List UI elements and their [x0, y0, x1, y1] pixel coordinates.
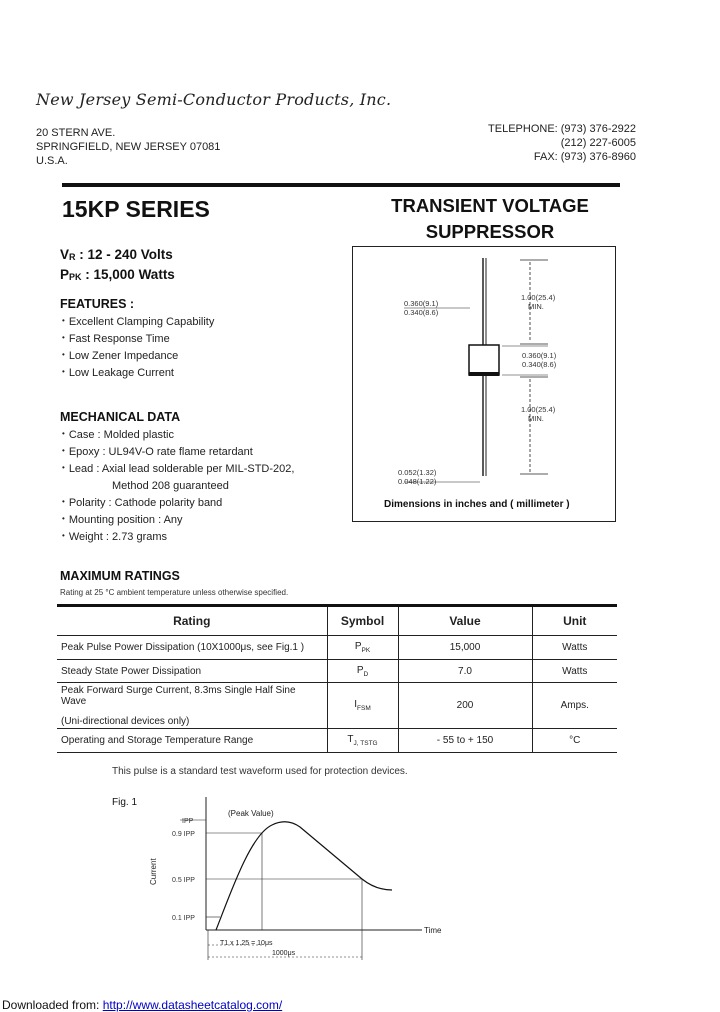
- col-unit: Unit: [532, 606, 617, 636]
- address-line: SPRINGFIELD, NEW JERSEY 07081: [36, 141, 221, 153]
- t1-label: T1 x 1.25 = 10μs: [220, 940, 273, 947]
- rating-cell: Peak Pulse Power Dissipation (10X1000μs, see Fig.1 ): [57, 636, 327, 660]
- features-heading: FEATURES :: [60, 297, 135, 311]
- address-line: U.S.A.: [36, 155, 68, 167]
- footer: [2, 998, 282, 1012]
- list-item: • Mounting position : Any: [62, 511, 294, 528]
- list-item: Method 208 guaranteed: [112, 480, 229, 492]
- body-dia-min: 0.340(8.6): [404, 308, 439, 317]
- y-tick-0.5: 0.5 IPP: [172, 877, 195, 884]
- diode-body: [469, 345, 499, 375]
- lead-length-label-2: 1.00(25.4): [521, 405, 556, 414]
- symbol-sub: FSM: [357, 705, 371, 712]
- symbol-cell: [327, 729, 398, 753]
- lead-length-label: 1.00(25.4): [521, 293, 556, 302]
- ppk-spec: [60, 266, 175, 286]
- list-item: • Polarity : Cathode polarity band: [62, 494, 294, 511]
- symbol: P: [356, 664, 364, 676]
- mechanical-list: [62, 426, 294, 545]
- list-item: • Fast Response Time: [62, 330, 214, 347]
- waveform-curve: [216, 822, 392, 930]
- table-row: [57, 683, 617, 729]
- unit-cell: Amps.: [532, 683, 617, 729]
- table-row: [57, 636, 617, 660]
- company-name: New Jersey Semi-Conductor Products, Inc.: [36, 90, 392, 109]
- ratings-note: Rating at 25 °C ambient temperature unless otherwise specified.: [60, 588, 289, 597]
- peak-value-label: (Peak Value): [228, 809, 274, 818]
- t2-label: 1000μs: [272, 950, 296, 957]
- body-dia-max: 0.360(9.1): [404, 299, 439, 308]
- list-item: • Low Zener Impedance: [62, 347, 214, 364]
- y-tick-ipp: IPP: [182, 818, 194, 825]
- address-line: 20 STERN AVE.: [36, 127, 116, 139]
- rating-line-2: (Uni-directional devices only): [61, 715, 190, 727]
- unit-cell: Watts: [532, 636, 617, 660]
- diagram-caption: Dimensions in inches and ( millimeter ): [384, 499, 570, 510]
- value-cell: - 55 to + 150: [398, 729, 532, 753]
- fax: FAX: (973) 376-8960: [533, 151, 636, 163]
- rating-cell: Operating and Storage Temperature Range: [57, 729, 327, 753]
- list-item: • Case : Molded plastic: [62, 426, 294, 443]
- unit-cell: Watts: [532, 660, 617, 683]
- vr-symbol: V: [60, 247, 70, 262]
- telephone: TELEPHONE: (973) 376-2922: [488, 123, 636, 135]
- symbol-cell: [327, 660, 398, 683]
- series-title: 15KP SERIES: [62, 196, 210, 222]
- header-rule: [62, 183, 620, 187]
- ppk-sub: PK: [69, 272, 82, 282]
- company-address: [36, 126, 220, 168]
- col-rating: Rating: [57, 606, 327, 636]
- y-tick-0.1: 0.1 IPP: [172, 915, 195, 922]
- col-value: Value: [398, 606, 532, 636]
- symbol: P: [354, 641, 362, 652]
- symbol-sub: PK: [361, 647, 371, 654]
- table-row: [57, 660, 617, 683]
- figure-label: Fig. 1: [112, 797, 138, 808]
- list-item: • Epoxy : UL94V-O rate flame retardant: [62, 443, 294, 460]
- product-title-line2: SUPPRESSOR: [425, 221, 555, 242]
- col-symbol: Symbol: [327, 606, 398, 636]
- symbol-cell: [327, 683, 398, 729]
- pulse-note: This pulse is a standard test waveform used for protection devices.: [112, 766, 408, 777]
- rating-cell: [57, 683, 327, 729]
- lead-dia-max: 0.052(1.32): [398, 468, 437, 477]
- company-contact: [488, 122, 636, 164]
- product-title: [368, 193, 612, 245]
- ratings-heading: MAXIMUM RATINGS: [60, 569, 180, 583]
- unit-cell: °C: [532, 729, 617, 753]
- list-item: • Lead : Axial lead solderable per MIL-STD-202,: [62, 460, 294, 477]
- symbol: T: [347, 734, 354, 745]
- list-item: • Excellent Clamping Capability: [62, 313, 214, 330]
- body-len-min: 0.340(8.6): [522, 360, 557, 369]
- features-list: [62, 313, 214, 381]
- footer-link[interactable]: http://www.datasheetcatalog.com/: [102, 998, 283, 1012]
- cathode-band: [469, 372, 499, 376]
- vr-spec: [60, 246, 175, 266]
- value-cell: 15,000: [398, 636, 532, 660]
- key-specs: [60, 246, 175, 286]
- product-title-line1: TRANSIENT VOLTAGE: [391, 195, 589, 216]
- body-len-max: 0.360(9.1): [522, 351, 557, 360]
- ratings-table: [57, 604, 617, 753]
- vr-value: : 12 - 240 Volts: [75, 247, 173, 262]
- list-item: • Weight : 2.73 grams: [62, 528, 294, 545]
- lead-min-label-2: MIN.: [528, 414, 544, 423]
- rating-line: Peak Forward Surge Current, 8.3ms Single Half Sine Wave: [61, 684, 296, 707]
- footer-prefix: Downloaded from:: [2, 998, 103, 1012]
- symbol: I: [354, 699, 358, 710]
- x-axis-label: Time: [424, 926, 442, 935]
- value-cell: 200: [398, 683, 532, 729]
- y-axis-label: Current: [149, 858, 158, 885]
- vr-sub: R: [69, 252, 76, 262]
- y-tick-0.9: 0.9 IPP: [172, 831, 195, 838]
- value-cell: 7.0: [398, 660, 532, 683]
- rating-cell: Steady State Power Dissipation: [57, 660, 327, 683]
- ppk-value: : 15,000 Watts: [81, 267, 175, 282]
- symbol-sub: J, TSTG: [353, 740, 378, 747]
- pulse-waveform: [140, 795, 450, 970]
- symbol-cell: [327, 636, 398, 660]
- table-row: [57, 729, 617, 753]
- ppk-symbol: P: [60, 267, 70, 282]
- package-diagram: [352, 246, 616, 522]
- list-item: • Low Leakage Current: [62, 364, 214, 381]
- telephone-2: (212) 227-6005: [560, 137, 636, 149]
- mechanical-heading: MECHANICAL DATA: [60, 410, 181, 424]
- lead-dia-min: 0.048(1.22): [398, 477, 437, 486]
- table-header: [57, 606, 617, 636]
- symbol-sub: D: [363, 670, 369, 678]
- lead-min-label: MIN.: [528, 302, 544, 311]
